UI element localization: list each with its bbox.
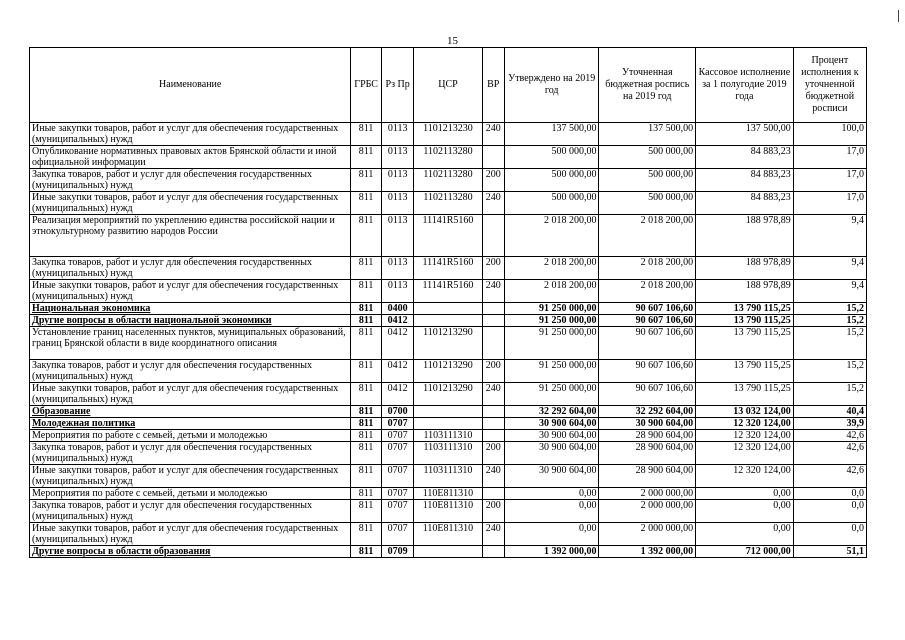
cell-refined: 500 000,00 bbox=[599, 146, 696, 169]
cell-refined: 2 018 200,00 bbox=[599, 257, 696, 280]
cell-grbs: 811 bbox=[351, 327, 382, 360]
cell-rzpr: 0412 bbox=[381, 360, 414, 383]
cell-rzpr: 0400 bbox=[381, 303, 414, 315]
table-row bbox=[30, 360, 867, 383]
cell-rzpr: 0707 bbox=[381, 523, 414, 546]
table-row bbox=[30, 123, 867, 146]
cell-grbs: 811 bbox=[351, 192, 382, 215]
cell-grbs: 811 bbox=[351, 383, 382, 406]
cell-name: Национальная экономика bbox=[30, 303, 351, 315]
cell-csr: 110E811310 bbox=[414, 488, 482, 500]
cell-cash: 84 883,23 bbox=[696, 192, 794, 215]
cell-grbs: 811 bbox=[351, 280, 382, 303]
cell-percent: 9,4 bbox=[793, 257, 866, 280]
cell-refined: 500 000,00 bbox=[599, 192, 696, 215]
cell-refined: 500 000,00 bbox=[599, 169, 696, 192]
cell-refined: 32 292 604,00 bbox=[599, 406, 696, 418]
cell-csr: 1101213290 bbox=[414, 327, 482, 360]
cell-approved: 30 900 604,00 bbox=[504, 430, 599, 442]
cell-grbs: 811 bbox=[351, 442, 382, 465]
header-name: Наименование bbox=[30, 48, 351, 123]
cell-approved: 2 018 200,00 bbox=[504, 215, 599, 257]
cell-grbs: 811 bbox=[351, 406, 382, 418]
cell-approved: 30 900 604,00 bbox=[504, 465, 599, 488]
cell-approved: 91 250 000,00 bbox=[504, 315, 599, 327]
cell-approved: 30 900 604,00 bbox=[504, 442, 599, 465]
cell-vr: 240 bbox=[482, 123, 504, 146]
cell-rzpr: 0113 bbox=[381, 169, 414, 192]
cell-percent: 15,2 bbox=[793, 383, 866, 406]
cell-vr bbox=[482, 546, 504, 558]
table-row bbox=[30, 215, 867, 257]
cell-approved: 500 000,00 bbox=[504, 146, 599, 169]
cell-grbs: 811 bbox=[351, 123, 382, 146]
cell-vr: 240 bbox=[482, 465, 504, 488]
cell-name: Опубликование нормативных правовых актов Брянской области и иной официальной информации bbox=[30, 146, 351, 169]
cell-name: Иные закупки товаров, работ и услуг для обеспечения государственных (муниципальных) нужд bbox=[30, 123, 351, 146]
table-row bbox=[30, 146, 867, 169]
cell-percent: 17,0 bbox=[793, 169, 866, 192]
cell-cash: 84 883,23 bbox=[696, 169, 794, 192]
table-row bbox=[30, 488, 867, 500]
table-row bbox=[30, 465, 867, 488]
cell-cash: 13 790 115,25 bbox=[696, 315, 794, 327]
cell-approved: 0,00 bbox=[504, 488, 599, 500]
cell-percent: 42,6 bbox=[793, 442, 866, 465]
table-row bbox=[30, 500, 867, 523]
cell-cash: 188 978,89 bbox=[696, 215, 794, 257]
cell-approved: 1 392 000,00 bbox=[504, 546, 599, 558]
cell-name: Другие вопросы в области национальной экономики bbox=[30, 315, 351, 327]
cell-name: Закупка товаров, работ и услуг для обеспечения государственных (муниципальных) нужд bbox=[30, 360, 351, 383]
cell-cash: 13 790 115,25 bbox=[696, 383, 794, 406]
cell-name: Другие вопросы в области образования bbox=[30, 546, 351, 558]
cell-grbs: 811 bbox=[351, 488, 382, 500]
cell-rzpr: 0707 bbox=[381, 500, 414, 523]
cell-vr bbox=[482, 406, 504, 418]
cell-refined: 28 900 604,00 bbox=[599, 430, 696, 442]
table-row bbox=[30, 383, 867, 406]
cell-vr bbox=[482, 146, 504, 169]
cell-approved: 0,00 bbox=[504, 523, 599, 546]
cell-percent: 15,2 bbox=[793, 303, 866, 315]
table-body bbox=[30, 123, 867, 558]
cell-vr bbox=[482, 315, 504, 327]
cell-csr: 1101213290 bbox=[414, 383, 482, 406]
cell-percent: 9,4 bbox=[793, 280, 866, 303]
header-row bbox=[30, 48, 867, 123]
cell-csr bbox=[414, 406, 482, 418]
cell-name: Установление границ населенных пунктов, муниципальных образований, границ Брянской области в виде координатного описания bbox=[30, 327, 351, 360]
table-row bbox=[30, 327, 867, 360]
cell-refined: 2 018 200,00 bbox=[599, 280, 696, 303]
cell-rzpr: 0707 bbox=[381, 430, 414, 442]
cell-rzpr: 0707 bbox=[381, 465, 414, 488]
cell-percent: 39,9 bbox=[793, 418, 866, 430]
cell-vr: 200 bbox=[482, 169, 504, 192]
table-row bbox=[30, 406, 867, 418]
cell-csr: 1102113280 bbox=[414, 146, 482, 169]
cell-csr: 1103111310 bbox=[414, 442, 482, 465]
cell-approved: 137 500,00 bbox=[504, 123, 599, 146]
cell-percent: 100,0 bbox=[793, 123, 866, 146]
cell-cash: 12 320 124,00 bbox=[696, 430, 794, 442]
cell-percent: 40,4 bbox=[793, 406, 866, 418]
cell-refined: 28 900 604,00 bbox=[599, 442, 696, 465]
cell-refined: 2 000 000,00 bbox=[599, 488, 696, 500]
cell-percent: 42,6 bbox=[793, 465, 866, 488]
cell-vr bbox=[482, 327, 504, 360]
cell-rzpr: 0709 bbox=[381, 546, 414, 558]
cell-rzpr: 0707 bbox=[381, 418, 414, 430]
cell-grbs: 811 bbox=[351, 146, 382, 169]
cell-approved: 91 250 000,00 bbox=[504, 303, 599, 315]
cell-percent: 0,0 bbox=[793, 523, 866, 546]
cell-vr: 240 bbox=[482, 280, 504, 303]
edge-mark bbox=[898, 10, 899, 22]
cell-csr: 11141R5160 bbox=[414, 280, 482, 303]
cell-rzpr: 0113 bbox=[381, 192, 414, 215]
cell-vr: 200 bbox=[482, 442, 504, 465]
header-rzpr: Рз Пр bbox=[381, 48, 414, 123]
cell-percent: 0,0 bbox=[793, 488, 866, 500]
cell-approved: 91 250 000,00 bbox=[504, 383, 599, 406]
cell-csr: 1103111310 bbox=[414, 465, 482, 488]
cell-name: Иные закупки товаров, работ и услуг для обеспечения государственных (муниципальных) нужд bbox=[30, 192, 351, 215]
cell-name: Закупка товаров, работ и услуг для обеспечения государственных (муниципальных) нужд bbox=[30, 169, 351, 192]
cell-refined: 137 500,00 bbox=[599, 123, 696, 146]
cell-vr bbox=[482, 418, 504, 430]
cell-percent: 42,6 bbox=[793, 430, 866, 442]
cell-cash: 13 790 115,25 bbox=[696, 360, 794, 383]
cell-refined: 90 607 106,60 bbox=[599, 327, 696, 360]
cell-cash: 13 032 124,00 bbox=[696, 406, 794, 418]
cell-name: Реализация мероприятий по укреплению единства российской нации и этнокультурному развитию народов России bbox=[30, 215, 351, 257]
cell-name: Закупка товаров, работ и услуг для обеспечения государственных (муниципальных) нужд bbox=[30, 442, 351, 465]
cell-cash: 13 790 115,25 bbox=[696, 303, 794, 315]
cell-refined: 28 900 604,00 bbox=[599, 465, 696, 488]
cell-vr bbox=[482, 488, 504, 500]
cell-refined: 2 000 000,00 bbox=[599, 523, 696, 546]
cell-rzpr: 0113 bbox=[381, 215, 414, 257]
cell-percent: 15,2 bbox=[793, 360, 866, 383]
header-approved: Утверждено на 2019 год bbox=[504, 48, 599, 123]
cell-approved: 500 000,00 bbox=[504, 169, 599, 192]
cell-cash: 13 790 115,25 bbox=[696, 327, 794, 360]
cell-approved: 91 250 000,00 bbox=[504, 327, 599, 360]
cell-cash: 137 500,00 bbox=[696, 123, 794, 146]
cell-percent: 0,0 bbox=[793, 500, 866, 523]
cell-vr: 200 bbox=[482, 360, 504, 383]
cell-csr: 1102113280 bbox=[414, 169, 482, 192]
cell-rzpr: 0707 bbox=[381, 442, 414, 465]
cell-approved: 30 900 604,00 bbox=[504, 418, 599, 430]
cell-refined: 1 392 000,00 bbox=[599, 546, 696, 558]
cell-rzpr: 0700 bbox=[381, 406, 414, 418]
cell-grbs: 811 bbox=[351, 360, 382, 383]
cell-name: Образование bbox=[30, 406, 351, 418]
header-percent: Процент исполнения к уточненной бюджетной росписи bbox=[793, 48, 866, 123]
table-row bbox=[30, 280, 867, 303]
cell-cash: 84 883,23 bbox=[696, 146, 794, 169]
cell-rzpr: 0113 bbox=[381, 123, 414, 146]
cell-approved: 32 292 604,00 bbox=[504, 406, 599, 418]
cell-cash: 12 320 124,00 bbox=[696, 465, 794, 488]
table-row bbox=[30, 169, 867, 192]
cell-vr: 240 bbox=[482, 383, 504, 406]
cell-refined: 90 607 106,60 bbox=[599, 315, 696, 327]
cell-vr: 200 bbox=[482, 500, 504, 523]
cell-vr: 240 bbox=[482, 523, 504, 546]
header-csr: ЦСР bbox=[414, 48, 482, 123]
cell-csr: 1102113280 bbox=[414, 192, 482, 215]
cell-refined: 2 018 200,00 bbox=[599, 215, 696, 257]
cell-name: Закупка товаров, работ и услуг для обеспечения государственных (муниципальных) нужд bbox=[30, 257, 351, 280]
cell-cash: 12 320 124,00 bbox=[696, 418, 794, 430]
cell-csr: 1101213230 bbox=[414, 123, 482, 146]
cell-approved: 2 018 200,00 bbox=[504, 257, 599, 280]
cell-csr bbox=[414, 546, 482, 558]
cell-grbs: 811 bbox=[351, 418, 382, 430]
cell-cash: 188 978,89 bbox=[696, 257, 794, 280]
cell-rzpr: 0113 bbox=[381, 257, 414, 280]
cell-percent: 17,0 bbox=[793, 192, 866, 215]
cell-rzpr: 0412 bbox=[381, 315, 414, 327]
cell-rzpr: 0113 bbox=[381, 280, 414, 303]
cell-name: Закупка товаров, работ и услуг для обеспечения государственных (муниципальных) нужд bbox=[30, 500, 351, 523]
cell-vr: 240 bbox=[482, 192, 504, 215]
cell-grbs: 811 bbox=[351, 169, 382, 192]
header-vr: ВР bbox=[482, 48, 504, 123]
cell-cash: 188 978,89 bbox=[696, 280, 794, 303]
cell-approved: 2 018 200,00 bbox=[504, 280, 599, 303]
cell-percent: 15,2 bbox=[793, 327, 866, 360]
cell-csr: 110E811310 bbox=[414, 523, 482, 546]
cell-csr: 11141R5160 bbox=[414, 257, 482, 280]
cell-cash: 12 320 124,00 bbox=[696, 442, 794, 465]
cell-name: Молодежная политика bbox=[30, 418, 351, 430]
cell-name: Иные закупки товаров, работ и услуг для обеспечения государственных (муниципальных) нужд bbox=[30, 523, 351, 546]
cell-cash: 0,00 bbox=[696, 488, 794, 500]
cell-csr: 1101213290 bbox=[414, 360, 482, 383]
cell-percent: 15,2 bbox=[793, 315, 866, 327]
cell-name: Иные закупки товаров, работ и услуг для обеспечения государственных (муниципальных) нужд bbox=[30, 383, 351, 406]
table-row bbox=[30, 315, 867, 327]
cell-name: Иные закупки товаров, работ и услуг для обеспечения государственных (муниципальных) нужд bbox=[30, 465, 351, 488]
table-row bbox=[30, 303, 867, 315]
cell-grbs: 811 bbox=[351, 315, 382, 327]
cell-name: Мероприятия по работе с семьей, детьми и молодежью bbox=[30, 488, 351, 500]
cell-csr: 1103111310 bbox=[414, 430, 482, 442]
cell-vr bbox=[482, 303, 504, 315]
cell-csr: 110E811310 bbox=[414, 500, 482, 523]
cell-name: Мероприятия по работе с семьей, детьми и молодежью bbox=[30, 430, 351, 442]
cell-grbs: 811 bbox=[351, 500, 382, 523]
table-row bbox=[30, 430, 867, 442]
cell-vr bbox=[482, 430, 504, 442]
cell-vr bbox=[482, 215, 504, 257]
cell-grbs: 811 bbox=[351, 465, 382, 488]
cell-csr bbox=[414, 315, 482, 327]
table-row bbox=[30, 418, 867, 430]
cell-grbs: 811 bbox=[351, 303, 382, 315]
cell-rzpr: 0412 bbox=[381, 383, 414, 406]
table-row bbox=[30, 257, 867, 280]
table-row bbox=[30, 442, 867, 465]
cell-grbs: 811 bbox=[351, 430, 382, 442]
cell-grbs: 811 bbox=[351, 215, 382, 257]
cell-refined: 2 000 000,00 bbox=[599, 500, 696, 523]
cell-rzpr: 0412 bbox=[381, 327, 414, 360]
cell-approved: 0,00 bbox=[504, 500, 599, 523]
cell-cash: 712 000,00 bbox=[696, 546, 794, 558]
cell-vr: 200 bbox=[482, 257, 504, 280]
cell-refined: 90 607 106,60 bbox=[599, 303, 696, 315]
cell-cash: 0,00 bbox=[696, 500, 794, 523]
cell-cash: 0,00 bbox=[696, 523, 794, 546]
cell-csr bbox=[414, 418, 482, 430]
cell-name: Иные закупки товаров, работ и услуг для обеспечения государственных (муниципальных) нужд bbox=[30, 280, 351, 303]
header-cash: Кассовое исполнение за 1 полугодие 2019 года bbox=[696, 48, 794, 123]
table-row bbox=[30, 546, 867, 558]
cell-refined: 90 607 106,60 bbox=[599, 383, 696, 406]
table-row bbox=[30, 523, 867, 546]
cell-approved: 500 000,00 bbox=[504, 192, 599, 215]
table-row bbox=[30, 192, 867, 215]
cell-csr: 11141R5160 bbox=[414, 215, 482, 257]
header-grbs: ГРБС bbox=[351, 48, 382, 123]
cell-percent: 17,0 bbox=[793, 146, 866, 169]
budget-table bbox=[29, 47, 867, 558]
cell-csr bbox=[414, 303, 482, 315]
cell-grbs: 811 bbox=[351, 257, 382, 280]
header-refined: Уточненная бюджетная роспись на 2019 год bbox=[599, 48, 696, 123]
page-number: 15 bbox=[447, 35, 458, 47]
cell-approved: 91 250 000,00 bbox=[504, 360, 599, 383]
cell-percent: 9,4 bbox=[793, 215, 866, 257]
cell-refined: 30 900 604,00 bbox=[599, 418, 696, 430]
cell-grbs: 811 bbox=[351, 523, 382, 546]
cell-percent: 51,1 bbox=[793, 546, 866, 558]
cell-rzpr: 0113 bbox=[381, 146, 414, 169]
cell-rzpr: 0707 bbox=[381, 488, 414, 500]
cell-grbs: 811 bbox=[351, 546, 382, 558]
cell-refined: 90 607 106,60 bbox=[599, 360, 696, 383]
